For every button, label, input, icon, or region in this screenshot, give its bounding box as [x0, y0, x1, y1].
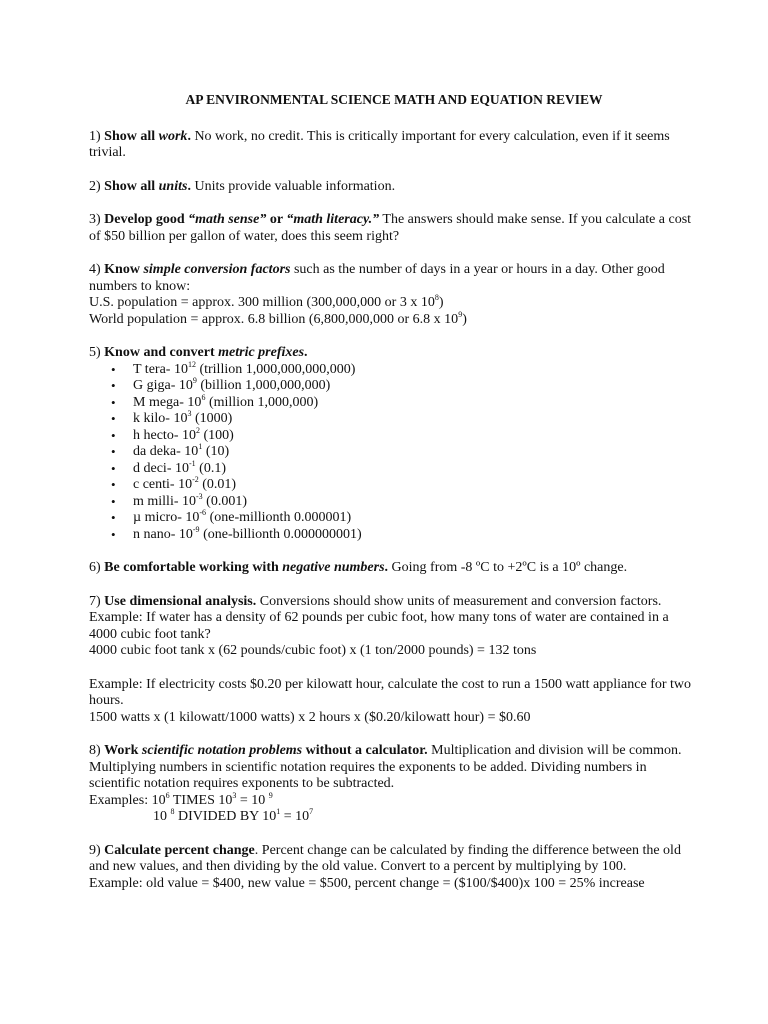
bold-lead: Work scientific notation problems without a calculator. [104, 743, 428, 758]
section-9 [89, 843, 699, 893]
exponent: 9 [268, 790, 273, 800]
section-2 [89, 179, 699, 196]
list-item: • c centi- $10^{-2}$ (0.01) [89, 477, 699, 494]
body-text: such as the number of days in a year or hours in a day. Other good numbers to know: [89, 262, 665, 294]
list-item: • µ micro- $10^{-6}$ (one-millionth 0.000001) [89, 510, 699, 527]
world-population-line: World population = approx. 6.8 billion (6,800,000,000 or 6.8 x $10^9$) [89, 309, 467, 327]
list-item: • T tera- $10^{12}$ (trillion 1,000,000,000,000) [89, 362, 699, 379]
exponent: 3 [187, 409, 192, 418]
calculation-water: 4000 cubic foot tank x (62 pounds/cubic foot) x (1 ton/2000 pounds) = 132 tons [89, 643, 537, 658]
exponent: 6 [165, 790, 170, 800]
bold-lead: Develop good “math sense” or “math literacy.” [104, 212, 380, 227]
body-text: Going from -8 ºC to +2ºC is a 10º change. [388, 560, 628, 575]
body-text: Conversions should show units of measurement and conversion factors. [256, 593, 662, 609]
italic-term: negative numbers [282, 560, 385, 575]
example-water: Example: If water has a density of 62 pounds per cubic foot, how many tons of water are contained in a 4000 cubic foot tank? [89, 610, 669, 642]
exponent: -9 [192, 524, 200, 534]
list-item: • h hecto- $10^2$ (100) [89, 428, 699, 445]
section-7-text [89, 594, 699, 611]
bold-lead: Show all units. [104, 178, 191, 194]
body-text: Units provide valuable information. [190, 178, 396, 194]
item-number: 8) [89, 743, 105, 758]
bold-lead: Show all work. [104, 128, 191, 144]
exponent: 8 [434, 293, 439, 302]
italic-term: “math literacy.” [286, 212, 380, 227]
exponent: 9 [192, 376, 197, 385]
example-divided: 10 $^8$ DIVIDED BY $10^1 = 10^7$ [153, 807, 314, 824]
body-text: . Percent change can be calculated by finding the difference between the old and new values, and then dividing by the old value. Convert to a percent by multiplying by 100. [89, 842, 681, 874]
exponent: 7 [309, 807, 314, 816]
list-item: • d deci- $10^{-1}$ (0.1) [89, 461, 699, 478]
section-2-text [89, 179, 699, 196]
section-9-text [89, 843, 699, 876]
italic-term: units [158, 178, 188, 194]
section-7-example-2 [89, 677, 699, 727]
section-6 [89, 560, 699, 577]
section-4-text [89, 262, 699, 295]
section-4 [89, 262, 699, 328]
document-page [89, 92, 699, 909]
item-number: 5) [89, 345, 105, 360]
example-times: Examples: $10^6$ TIMES $10^3 = 10$ $^9$ [89, 790, 273, 808]
italic-term: simple conversion factors [143, 262, 291, 277]
calculation-electricity: 1500 watts x (1 kilowatt/1000 watts) x 2 hours x ($0.20/kilowatt hour) = $0.60 [89, 709, 531, 725]
example-percent-change: Example: old value = $400, new value = $500, percent change = ($100/$400)x 100 = 25% increase [89, 875, 645, 891]
list-item: • n nano- $10^{-9}$ (one-billionth 0.000000001) [89, 527, 699, 544]
italic-term: scientific notation problems [141, 743, 303, 758]
page-title: AP ENVIRONMENTAL SCIENCE MATH AND EQUATION REVIEW [185, 92, 603, 107]
item-number: 7) [89, 593, 105, 609]
bold-lead: Calculate percent change [104, 842, 255, 858]
italic-term: “math sense” [188, 212, 267, 227]
exponent: 12 [187, 359, 196, 369]
exponent: 1 [198, 442, 203, 451]
metric-prefix-list [89, 359, 699, 544]
section-1 [89, 129, 699, 162]
exponent: -3 [196, 491, 203, 501]
section-1-text [89, 129, 699, 162]
section-5-heading [89, 345, 699, 362]
exponent: -1 [188, 458, 196, 468]
exponent: 1 [276, 807, 281, 816]
section-7 [89, 594, 699, 660]
section-8-text [89, 743, 699, 793]
exponent: 9 [458, 309, 463, 319]
list-item: • da deka- $10^1$ (10) [89, 444, 699, 461]
list-item: • m milli- $10^{-3}$ (0.001) [89, 494, 699, 511]
bold-lead: Be comfortable working with negative numbers. [104, 560, 389, 575]
section-3-text [89, 212, 699, 245]
exponent: -6 [199, 508, 207, 517]
body-text: No work, no credit. This is critically important for every calculation, even if it seems trivial. [89, 128, 670, 160]
italic-term: work [158, 128, 188, 144]
list-item: • G giga- $10^9$ (billion 1,000,000,000) [89, 378, 699, 395]
bold-lead: Use dimensional analysis. [104, 593, 257, 609]
section-5 [89, 345, 699, 543]
bold-lead: Know and convert metric prefixes. [104, 345, 308, 360]
item-number: 9) [89, 842, 105, 858]
item-number: 3) [89, 212, 105, 227]
body-text: Multiplication and division will be common. Multiplying numbers in scientific notation requires the exponents to be added. Dividing numbers in scientific notation requires exponents to be subtracted. [89, 743, 682, 791]
item-number: 1) [89, 128, 105, 144]
bold-lead: Know simple conversion factors [104, 262, 291, 277]
exponent: 6 [201, 392, 206, 402]
exponent: 3 [232, 790, 237, 800]
italic-term: metric prefixes [218, 345, 305, 360]
section-8 [89, 743, 699, 826]
example-electricity: Example: If electricity costs $0.20 per kilowatt hour, calculate the cost to run a 1500 watt appliance for two hours. [89, 676, 692, 708]
item-number: 6) [89, 560, 105, 575]
item-number: 4) [89, 262, 105, 277]
exponent: -2 [192, 475, 199, 484]
us-population-line: U.S. population = approx. 300 million (300,000,000 or 3 x $10^8$) [89, 293, 444, 310]
body-text: The answers should make sense. If you calculate a cost of $50 billion per gallon of water, does this seem right? [89, 212, 692, 244]
exponent: 8 [170, 807, 175, 816]
section-3 [89, 212, 699, 245]
section-6-text [89, 560, 699, 577]
list-item: • M mega- $10^6$ (million 1,000,000) [89, 395, 699, 412]
list-item: • k kilo- $10^3$ (1000) [89, 411, 699, 428]
exponent: 2 [195, 425, 200, 435]
item-number: 2) [89, 178, 105, 194]
